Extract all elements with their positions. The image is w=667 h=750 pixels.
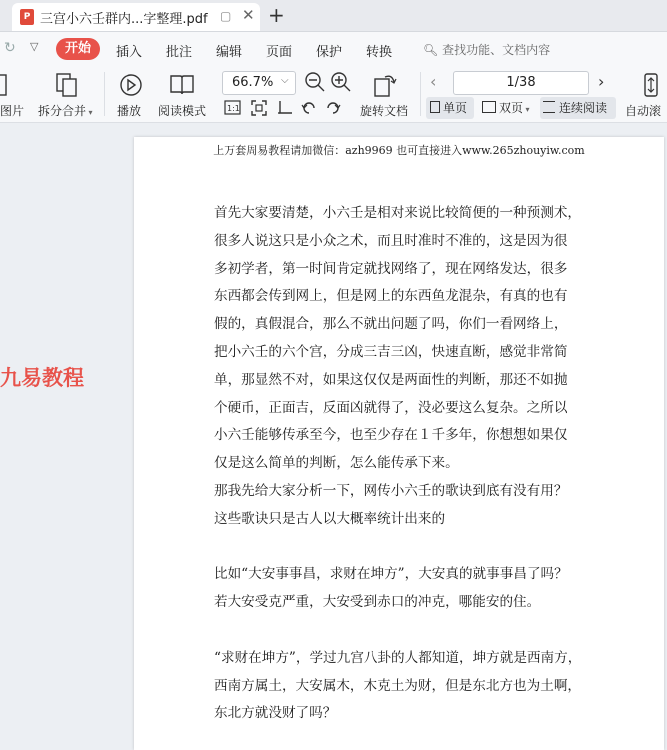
zoom-in-icon[interactable] [330, 71, 352, 93]
menu-tab-edit[interactable]: 编辑 [216, 45, 243, 60]
play-button[interactable]: 播放 [117, 104, 142, 118]
search-icon: 🔍︎ [423, 43, 439, 57]
text-line: 东西都会传到网上，但是网上的东西鱼龙混杂，有真的也有 [214, 288, 568, 305]
fit-page-icon[interactable] [250, 99, 268, 117]
text-line: 比如“大安事事昌，求财在坤方”，大安真的就事事昌了吗？ [214, 566, 568, 583]
tab-bar [0, 0, 667, 32]
text-line: 这些歌诀只是古人以大概率统计出来的 [214, 510, 446, 527]
chevron-down-icon: ⌵ [281, 75, 289, 86]
text-line: “求财在坤方”，学过九宫八卦的人都知道，坤方就是西南方， [214, 649, 582, 666]
document-page [134, 137, 664, 750]
text-line: 首先大家要清楚，小六壬是相对来说比较简便的一种预测术， [214, 205, 582, 221]
continuous-read-icon [543, 101, 555, 113]
text-line: 假的，真假混合，那么不就出问题了吗，你们一看网络上， [214, 316, 568, 333]
next-page-icon[interactable]: › [598, 72, 605, 91]
menu-tab-protect[interactable]: 保护 [316, 45, 343, 60]
page-body [214, 201, 594, 729]
fit-width-icon[interactable] [276, 99, 294, 117]
zoom-value: 66.7% [232, 75, 274, 90]
svg-text:1:1: 1:1 [227, 104, 240, 113]
play-icon [118, 72, 144, 98]
read-mode-button[interactable]: 阅读模式 [158, 104, 207, 118]
text-line: 小六壬能够传承至今，也至少存在１千多年，你想想如果仅 [214, 427, 568, 444]
document-tab[interactable] [12, 3, 260, 31]
search-placeholder: 查找功能、文档内容 [442, 43, 551, 57]
pdf-file-icon: P [20, 9, 34, 25]
tab-preview-icon[interactable]: ▢ [220, 9, 232, 23]
close-icon[interactable]: ✕ [242, 6, 255, 24]
chevron-down-icon[interactable]: ▽ [30, 40, 39, 53]
picture-button[interactable]: 图片 [0, 104, 25, 118]
zoom-out-icon[interactable] [304, 71, 326, 93]
auto-scroll-button[interactable]: 自动滚 [625, 104, 662, 118]
actual-size-icon[interactable] [224, 100, 242, 116]
menu-tab-page[interactable]: 页面 [266, 45, 293, 60]
text-line: 把小六壬的六个宫，分成三吉三凶，快速直断，感觉非常简 [214, 343, 568, 360]
paragraph-gap [214, 535, 594, 563]
page-number-input[interactable]: 1/38 [453, 71, 589, 95]
text-line: 东北方就没财了吗？ [214, 705, 337, 722]
rotate-document-icon [372, 71, 398, 99]
search-box[interactable] [423, 41, 550, 58]
double-page-label: 双页 [499, 101, 524, 115]
single-page-button[interactable] [426, 97, 474, 119]
single-page-label: 单页 [443, 101, 468, 115]
text-line: 那我先给大家分析一下，网传小六壬的歌诀到底有没有用？ [214, 482, 568, 499]
new-tab-icon[interactable]: + [268, 3, 285, 27]
menu-bar [0, 32, 667, 66]
single-page-icon [430, 101, 440, 113]
split-merge-label: 拆分合并 [38, 104, 87, 118]
zoom-select[interactable] [222, 71, 296, 95]
tab-title: 三宫小六壬群内...字整理.pdf [40, 12, 208, 27]
page-header: 上万套周易教程请加微信：azh9969 也可直接进入www.265zhouyiw.com [213, 144, 585, 157]
text-line: 个硬币，正面吉，反面凶就得了，没必要这么复杂。之所以 [214, 399, 568, 416]
menu-tab-annotate[interactable]: 批注 [166, 45, 193, 60]
menu-tab-convert[interactable]: 转换 [366, 45, 393, 60]
menu-tab-home[interactable]: 开始 [56, 38, 100, 60]
rotate-left-icon[interactable] [300, 99, 318, 117]
rotate-right-icon[interactable] [324, 99, 342, 117]
read-mode-icon [168, 72, 196, 98]
text-line: 若大安受克严重，大安受到赤口的冲克，哪能安的住。 [214, 594, 541, 611]
toolbar-divider [420, 72, 421, 116]
text-line: 很多人说这只是小众之术，而且时准时不准的，这是因为很 [214, 232, 568, 249]
menu-tab-insert[interactable]: 插入 [116, 45, 143, 60]
auto-scroll-icon [642, 71, 660, 99]
text-line: 单，那显然不对，如果这仅仅是两面性的判断，那还不如抛 [214, 371, 568, 388]
picture-icon [0, 73, 8, 97]
text-line: 西南方属土，大安属木，木克土为财，但是东北方也为土啊， [214, 677, 582, 694]
text-line: 仅是这么简单的判断，怎么能传承下来。 [214, 455, 459, 472]
rotate-document-button[interactable]: 旋转文档 [360, 104, 409, 118]
split-merge-icon [54, 72, 80, 98]
split-merge-button[interactable]: 拆分合并 ▾ [38, 104, 93, 118]
adjacent-page-text: 九易教程 [0, 366, 84, 390]
double-page-icon [482, 101, 496, 113]
double-page-button[interactable]: 双页 ▾ [480, 97, 538, 119]
previous-page-icon[interactable]: ‹ [430, 72, 437, 91]
text-line: 多初学者，第一时间肯定就找网络了，现在网络发达，很多 [214, 260, 568, 277]
paragraph-gap [214, 618, 594, 646]
continuous-read-label: 连续阅读 [559, 101, 608, 115]
toolbar-divider [104, 72, 105, 116]
toolbar [0, 66, 667, 123]
continuous-read-button[interactable] [540, 97, 616, 119]
redo-icon[interactable]: ↻ [4, 40, 16, 56]
